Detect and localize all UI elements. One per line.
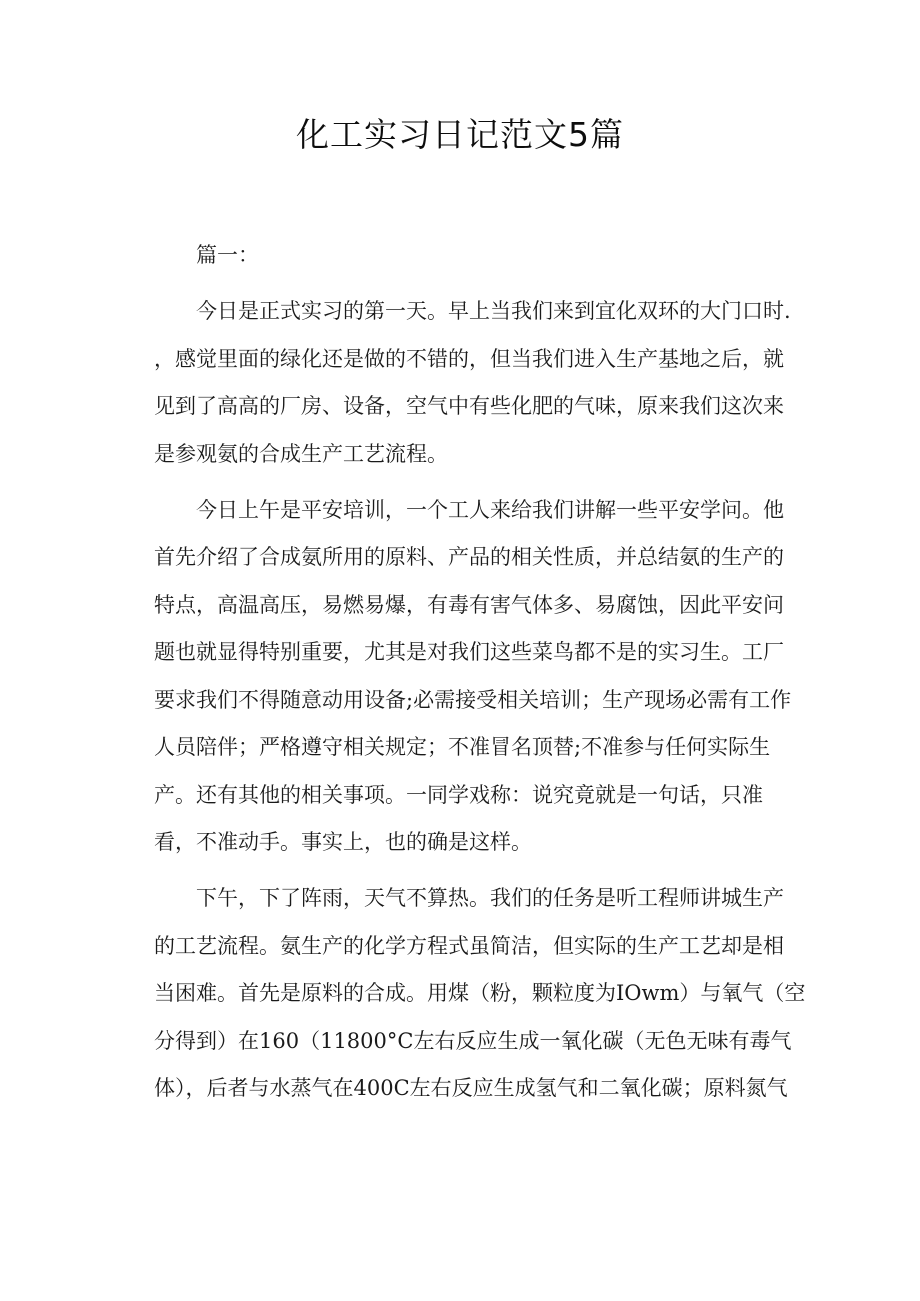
section-heading: 篇一： (196, 243, 259, 267)
paragraph-line: 是参观氨的合成生产工艺流程。 (154, 441, 448, 466)
paragraph-line: 要求我们不得随意动用设备;必需接受相关培训；生产现场必需有工作 (154, 687, 792, 712)
paragraph-line: 看，不准动手。事实上，也的确是这样。 (154, 830, 532, 854)
paragraph-line: 首先介绍了合成氨所用的原料、产品的相关性质，并总结氨的生产的 (154, 545, 784, 569)
paragraph-line: 特点，高温高压，易燃易爆，有毒有害气体多、易腐蚀，因此平安问 (154, 592, 784, 617)
paragraph-line: ，感觉里面的绿化还是做的不错的，但当我们进入生产基地之后，就 (154, 346, 784, 371)
paragraph-line: 产。还有其他的相关事项。一同学戏称：说究竟就是一句话，只准 (154, 782, 763, 807)
paragraph-line: 人员陪伴；严格遵守相关规定；不准冒名顶替;不准参与任何实际生 (154, 735, 771, 759)
paragraph-first-line: 今日是正式实习的第一天。早上当我们来到宜化双环的大门口时. (196, 299, 791, 323)
paragraph-line: 见到了高高的厂房、设备，空气中有些化肥的气味，原来我们这次来 (154, 394, 784, 418)
paragraph-first-line: 下午，下了阵雨，天气不算热。我们的任务是听工程师讲城生产 (196, 886, 784, 910)
paragraph-line: 题也就显得特别重要，尤其是对我们这些菜鸟都不是的实习生。工厂 (154, 640, 784, 664)
paragraph-line: 当困难。首先是原料的合成。用煤（粉，颗粒度为IOwm）与氧气（空 (154, 981, 806, 1005)
paragraph-line: 的工艺流程。氨生产的化学方程式虽简洁，但实际的生产工艺却是相 (154, 933, 784, 958)
paragraph-line: 体），后者与水蒸气在400C左右反应生成氢气和二氧化碳；原料氮气 (154, 1076, 788, 1100)
paragraph-line: 分得到）在160（11800°C左右反应生成一氧化碳（无色无味有毒气 (154, 1028, 792, 1053)
document-title: 化工实习日记范文5篇 (296, 115, 624, 154)
paragraph-first-line: 今日上午是平安培训，一个工人来给我们讲解一些平安学问。他 (196, 497, 784, 522)
document-body (154, 232, 806, 1113)
